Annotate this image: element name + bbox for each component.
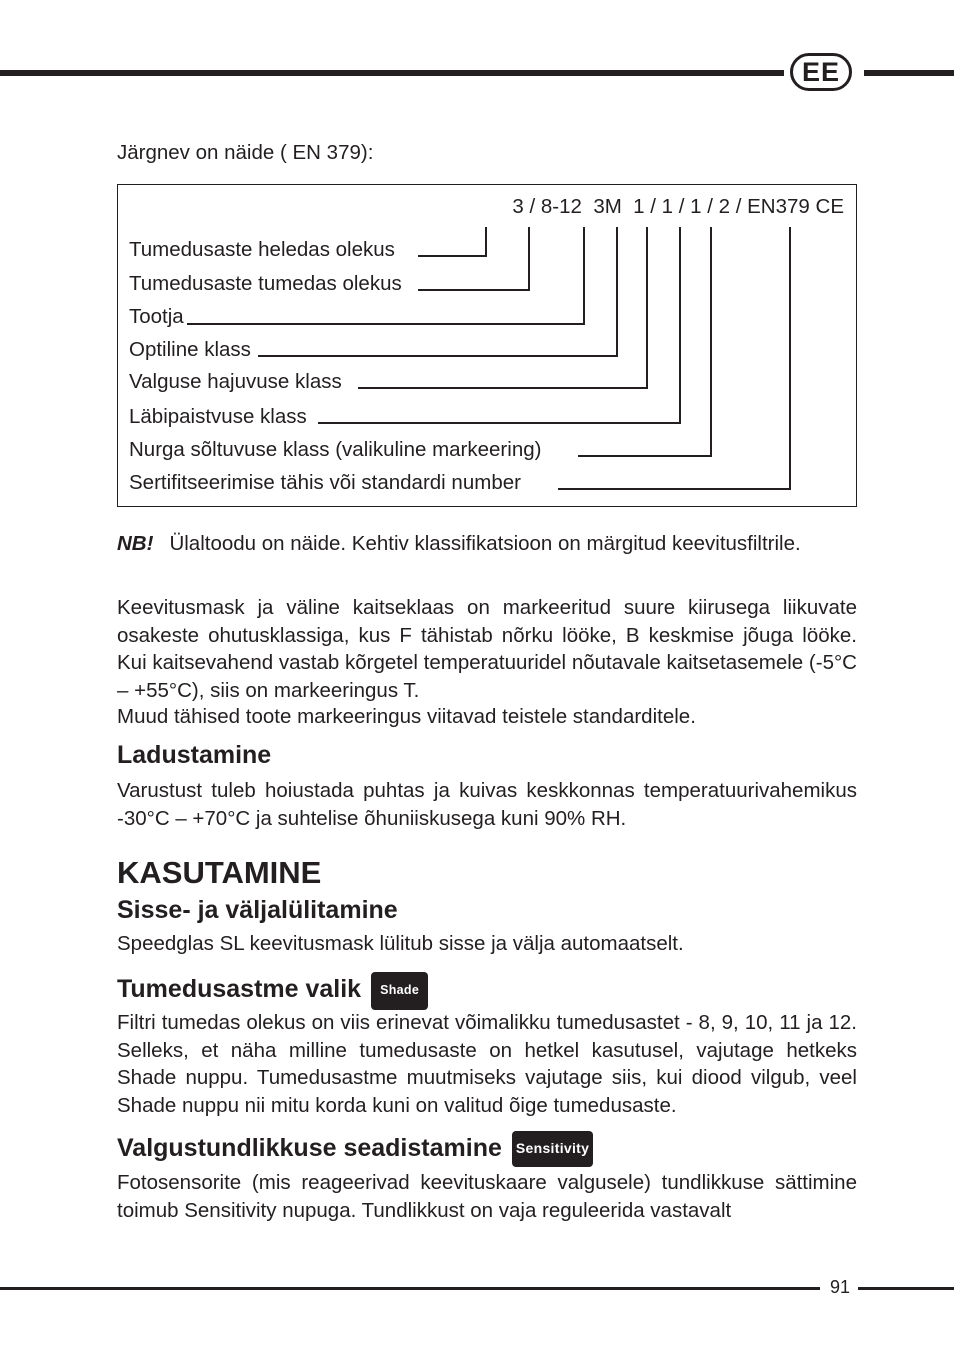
shade-heading-text: Tumedusastme valik xyxy=(117,975,362,1003)
onoff-text: Speedglas SL keevitusmask lülitub sisse ja välja automaatselt. xyxy=(117,932,684,955)
footer-rule-right xyxy=(858,1287,954,1290)
header-rule-left xyxy=(0,70,784,76)
marking-label-shade-dark: Tumedusaste tumedas olekus xyxy=(129,272,405,296)
note-text: Ülaltoodu on näide. Kehtiv klassifikatsioon on märgitud keevitusfiltrile. xyxy=(169,532,801,555)
sensitivity-heading-text: Valgustundlikkuse seadistamine xyxy=(117,1134,502,1162)
impact-paragraph: Keevitusmask ja väline kaitseklaas on markeeritud suure kiirusega liikuvate osakeste ohutusklassiga, kus F tähistab nõrku lööke, B keskmise jõuga lööke. Kui kaitsevahend vastab kõrgetel temperatuuridel nõutavale kaitsetasemele (-5°C – +55°C), siis on markeeringus T. xyxy=(117,596,857,702)
leader-line-5 xyxy=(358,387,647,389)
language-badge: EE xyxy=(790,53,852,91)
leader-drop-5 xyxy=(646,227,648,389)
leader-line-6 xyxy=(318,422,680,424)
marking-code: 3 / 8-12 3M 1 / 1 / 1 / 2 / EN379 CE xyxy=(512,195,844,218)
sensitivity-heading xyxy=(117,1131,593,1167)
shade-heading xyxy=(117,972,428,1010)
footer-rule-left xyxy=(0,1287,820,1290)
storage-text: Varustust tuleb hoiustada puhtas ja kuivas keskkonnas temperatuurivahemikus -30°C – +70°C ja suhtelise õhuniiskusega kuni 90% RH. xyxy=(117,779,857,830)
marking-label-manufacturer: Tootja xyxy=(129,305,187,329)
usage-heading: KASUTAMINE xyxy=(117,855,322,890)
leader-line-8 xyxy=(558,488,790,490)
marking-diagram xyxy=(117,184,857,507)
marking-label-shade-light: Tumedusaste heledas olekus xyxy=(129,238,398,262)
leader-drop-7 xyxy=(710,227,712,457)
page-number: 91 xyxy=(829,1277,851,1297)
other-marks-paragraph: Muud tähised toote markeeringus viitavad teistele standarditele. xyxy=(117,705,696,728)
leader-drop-8 xyxy=(789,227,791,490)
leader-line-7 xyxy=(578,455,711,457)
shade-text: Filtri tumedas olekus on viis erinevat võimalikku tumedusastet - 8, 9, 10, 11 ja 12. Selleks, et näha milline tumedusaste on hetkel kasutusel, vajutage hetkeks Shade nuppu. Tumedusastme muutmiseks vajutage siis, kui diood vilgub, veel Shade nuppu nii mitu korda kuni on valitud õige tumedusaste. xyxy=(117,1011,857,1117)
storage-heading: Ladustamine xyxy=(117,741,272,769)
note-label: NB! xyxy=(117,532,154,555)
marking-label-certification: Sertifitseerimise tähis või standardi number xyxy=(129,471,524,495)
leader-drop-6 xyxy=(679,227,681,424)
note-paragraph xyxy=(117,530,857,558)
leader-drop-4 xyxy=(616,227,618,357)
leader-line-1 xyxy=(418,255,486,257)
marking-label-optical-class: Optiline klass xyxy=(129,338,254,362)
intro-text: Järgnev on näide ( EN 379): xyxy=(117,141,374,164)
onoff-heading: Sisse- ja väljalülitamine xyxy=(117,896,398,924)
shade-button-icon: Shade xyxy=(371,972,428,1010)
sensitivity-button-icon: Sensitivity xyxy=(512,1131,593,1167)
leader-line-3 xyxy=(178,323,584,325)
leader-drop-1 xyxy=(485,227,487,257)
header-rule-right xyxy=(864,70,954,76)
marking-label-transmittance-class: Läbipaistvuse klass xyxy=(129,405,310,429)
leader-drop-2 xyxy=(528,227,530,291)
leader-line-2 xyxy=(418,289,529,291)
leader-line-4 xyxy=(258,355,617,357)
sensitivity-text: Fotosensorite (mis reageerivad keevituskaare valgusele) tundlikkuse sättimine toimub Sensitivity nupuga. Tundlikkust on vaja reguleerida vastavalt xyxy=(117,1171,857,1222)
marking-label-diffusion-class: Valguse hajuvuse klass xyxy=(129,370,345,394)
marking-label-angle-class: Nurga sõltuvuse klass (valikuline markeering) xyxy=(129,438,544,462)
leader-drop-3 xyxy=(583,227,585,325)
